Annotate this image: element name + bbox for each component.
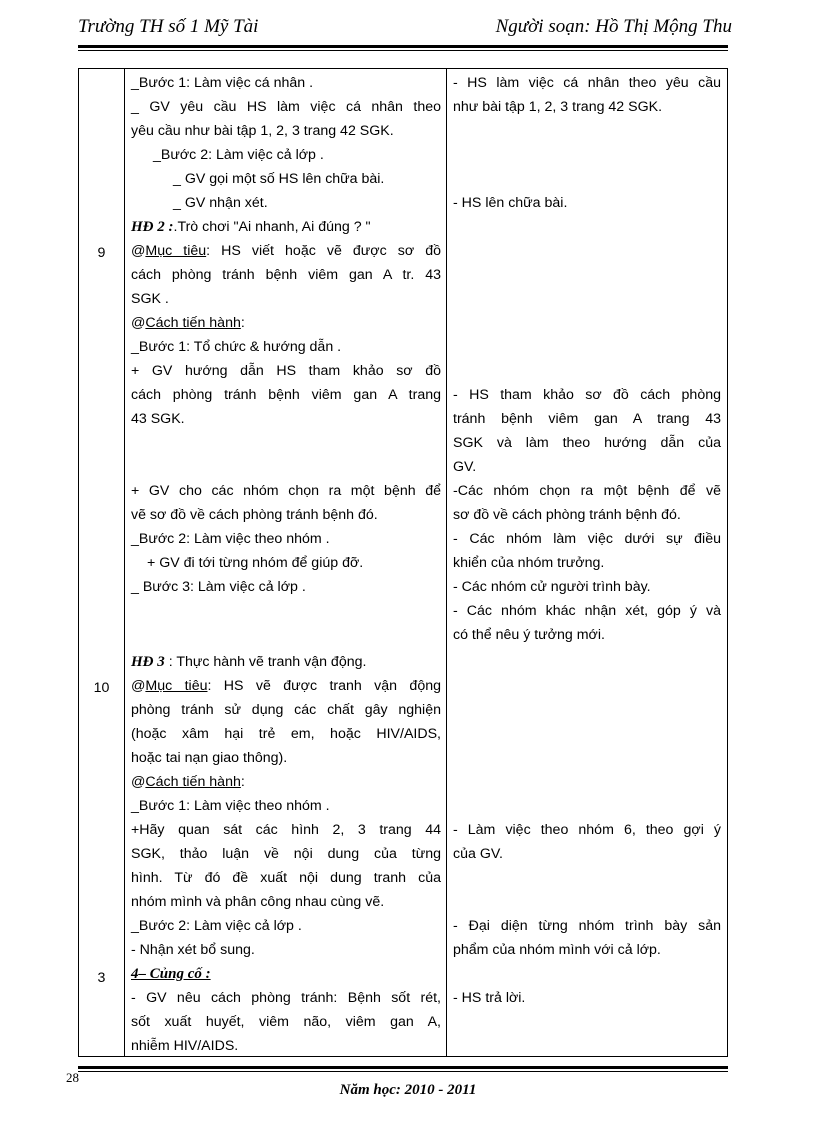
student-line: tránh bệnh viêm gan A trang 43 xyxy=(453,411,721,427)
teacher-line: nhiễm HIV/AIDS. xyxy=(131,1038,239,1054)
footer-rule-thin xyxy=(78,1071,728,1072)
at-sign: @ xyxy=(131,243,146,259)
at-sign: @ xyxy=(131,315,146,331)
time-mark: 9 xyxy=(97,245,106,261)
teacher-line: _ Bước 3: Làm việc cả lớp . xyxy=(131,579,306,595)
teacher-line: _Bước 2: Làm việc cả lớp . xyxy=(131,918,302,934)
page-header xyxy=(78,14,732,44)
teacher-line: _Bước 1: Làm việc cá nhân . xyxy=(131,75,314,91)
student-line: - Đại diện từng nhóm trình bày sản xyxy=(453,918,721,934)
teacher-line: _ GV nhận xét. xyxy=(173,195,268,211)
procedure-line xyxy=(131,311,245,335)
teacher-line: hoặc tai nạn giao thông). xyxy=(131,750,288,766)
teacher-line: + GV đi tới từng nhóm để giúp đỡ. xyxy=(147,555,364,571)
student-line: - HS làm việc cá nhân theo yêu cầu xyxy=(453,75,721,91)
teacher-line: yêu cầu như bài tập 1, 2, 3 trang 42 SGK. xyxy=(131,123,394,139)
teacher-line: nhóm mình và phân công nhau cùng vẽ. xyxy=(131,894,385,910)
student-line: có thể nêu ý tưởng mới. xyxy=(453,627,605,643)
teacher-line: - Nhận xét bổ sung. xyxy=(131,942,255,958)
student-line: -Các nhóm chọn ra một bệnh để vẽ xyxy=(453,483,721,499)
teacher-line: SGK, thảo luận về nội dung của từng xyxy=(131,846,441,862)
activity-heading xyxy=(131,650,366,674)
column-divider-time xyxy=(124,69,125,1056)
student-line: - HS tham khảo sơ đồ cách phòng xyxy=(453,387,721,403)
teacher-line: SGK . xyxy=(131,291,169,307)
teacher-line: _ GV gọi một số HS lên chữa bài. xyxy=(173,171,385,187)
footer-rule-thick xyxy=(78,1066,728,1069)
column-divider-activities xyxy=(446,69,447,1056)
activity-label: HĐ 3 xyxy=(131,654,165,670)
procedure-label: Cách tiến hành xyxy=(145,315,241,331)
student-line: như bài tập 1, 2, 3 trang 42 SGK. xyxy=(453,99,663,115)
procedure-line xyxy=(131,770,245,794)
objective-text: : HS viết hoặc vẽ được sơ đồ xyxy=(206,243,441,259)
activity-heading xyxy=(131,215,371,239)
teacher-line: _Bước 1: Tổ chức & hướng dẫn . xyxy=(131,339,342,355)
consolidation-heading: 4– Củng cố : xyxy=(131,966,211,982)
student-line: sơ đồ về cách phòng tránh bệnh đó. xyxy=(453,507,681,523)
teacher-line: (hoặc xâm hại trẻ em, hoặc HIV/AIDS, xyxy=(131,726,441,742)
header-rule-thin xyxy=(78,50,728,51)
student-line: phẩm của nhóm mình với cả lớp. xyxy=(453,942,661,958)
teacher-line: _Bước 2: Làm việc theo nhóm . xyxy=(131,531,330,547)
teacher-line: _Bước 2: Làm việc cả lớp . xyxy=(153,147,324,163)
student-line: SGK và làm theo hướng dẫn của xyxy=(453,435,721,451)
student-line: - Làm việc theo nhóm 6, theo gợi ý xyxy=(453,822,721,838)
activity-label: HĐ 2 : xyxy=(131,219,174,235)
time-mark: 3 xyxy=(97,970,106,986)
objective-line xyxy=(131,239,441,263)
teacher-line: cách phòng tránh bệnh viêm gan A tr. 43 xyxy=(131,267,441,283)
student-line: - Các nhóm làm việc dưới sự điều xyxy=(453,531,721,547)
teacher-line: phòng tránh sử dụng các chất gây nghiện xyxy=(131,702,441,718)
teacher-line: + GV hướng dẫn HS tham khảo sơ đồ xyxy=(131,363,441,379)
teacher-line: + GV cho các nhóm chọn ra một bệnh để xyxy=(131,483,441,499)
time-mark: 10 xyxy=(93,680,110,696)
teacher-line: - GV nêu cách phòng tránh: Bệnh sốt rét, xyxy=(131,990,441,1006)
student-line: - HS trả lời. xyxy=(453,990,526,1006)
objective-text: : HS vẽ được tranh vận động xyxy=(207,678,441,694)
activity-title: .Trò chơi "Ai nhanh, Ai đúng ? " xyxy=(173,219,371,235)
header-school: Trường TH số 1 Mỹ Tài xyxy=(78,16,259,37)
school-year: Năm học: 2010 - 2011 xyxy=(339,1082,477,1098)
teacher-line: hình. Từ đó đề xuất nội dung tranh của xyxy=(131,870,441,886)
student-line: GV. xyxy=(453,459,477,475)
teacher-line: _ GV yêu cầu HS làm việc cá nhân theo xyxy=(131,99,441,115)
at-sign: @ xyxy=(131,678,146,694)
teacher-line: cách phòng tránh bệnh viêm gan A trang xyxy=(131,387,441,403)
student-line: khiển của nhóm trưởng. xyxy=(453,555,605,571)
colon: : xyxy=(240,774,245,790)
header-rule-thick xyxy=(78,45,728,48)
activity-title: : Thực hành vẽ tranh vận động. xyxy=(164,654,367,670)
colon: : xyxy=(240,315,245,331)
objective-line xyxy=(131,674,441,698)
header-author: Người soạn: Hồ Thị Mộng Thu xyxy=(495,16,732,37)
page-number: 28 xyxy=(66,1070,79,1085)
objective-label: Mục tiêu xyxy=(145,678,208,694)
lesson-table xyxy=(78,68,728,1057)
procedure-label: Cách tiến hành xyxy=(145,774,241,790)
student-line: - Các nhóm khác nhận xét, góp ý và xyxy=(453,603,721,619)
teacher-line: 43 SGK. xyxy=(131,411,185,427)
student-line: - Các nhóm cử người trình bày. xyxy=(453,579,651,595)
teacher-line: +Hãy quan sát các hình 2, 3 trang 44 xyxy=(131,822,441,838)
teacher-line: vẽ sơ đồ về cách phòng tránh bệnh đó. xyxy=(131,507,378,523)
student-line: của GV. xyxy=(453,846,503,862)
teacher-line: sốt xuất huyết, viêm não, viêm gan A, xyxy=(131,1014,441,1030)
at-sign: @ xyxy=(131,774,146,790)
objective-label: Mục tiêu xyxy=(145,243,207,259)
teacher-line: _Bước 1: Làm việc theo nhóm . xyxy=(131,798,330,814)
student-line: - HS lên chữa bài. xyxy=(453,195,568,211)
